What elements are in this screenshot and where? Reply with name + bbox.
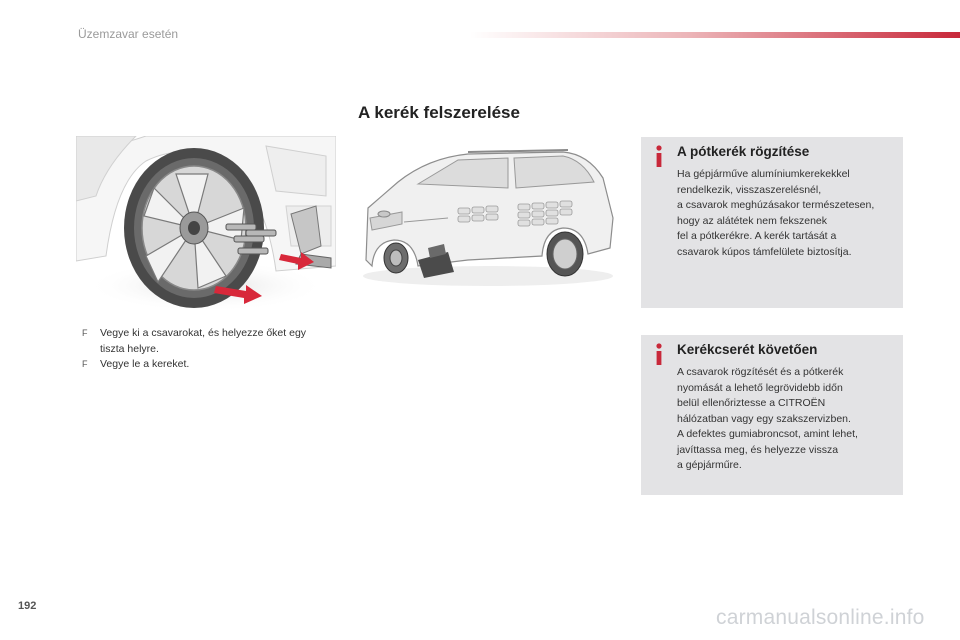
info-icon (654, 343, 664, 365)
watermark: carmanualsonline.info (716, 606, 925, 629)
list-item (80, 326, 330, 357)
info-box-spare-wheel (641, 137, 903, 308)
text-line: A defektes gumiabroncsot, amint lehet, (677, 428, 858, 440)
info-box-title: Kerékcserét követően (677, 342, 818, 357)
list-item (80, 357, 330, 373)
instruction-list (80, 326, 330, 373)
page-title: A kerék felszerelése (358, 103, 520, 122)
info-box-body (677, 365, 899, 474)
text-line: fel a pótkerékre. A kerék tartását a (677, 230, 837, 242)
text-line: a csavarok meghúzásakor természetesen, (677, 199, 875, 211)
text-line: rendelkezik, visszaszerelésnél, (677, 183, 822, 196)
info-icon (654, 145, 664, 167)
text-line: javíttassa meg, és helyezze vissza (677, 443, 839, 456)
info-box-after-change (641, 335, 903, 495)
car-wheel-off-illustration (358, 148, 618, 288)
text-line: belül ellenőriztesse a CITROËN (677, 397, 826, 409)
wheel-removal-illustration (76, 136, 336, 312)
text-line: csavarok kúpos támfelülete biztosítja. (677, 245, 852, 258)
text-line: a gépjárműre. (677, 459, 742, 471)
instruction-text: Vegye ki a csavarokat, és helyezze őket egy tiszta helyre. (100, 327, 307, 355)
bullet-marker: F (82, 328, 88, 338)
info-box-body (677, 167, 899, 260)
instruction-text: Vegye le a kereket. (100, 358, 190, 370)
text-line: hogy az alátétek nem fekszenek (677, 214, 828, 227)
info-box-title: A pótkerék rögzítése (677, 144, 810, 159)
text-line: A csavarok rögzítését és a pótkerék (677, 366, 844, 378)
bullet-marker: F (82, 359, 88, 369)
section-header: Üzemzavar esetén (78, 27, 179, 41)
text-line: hálózatban vagy egy szakszervizben. (677, 412, 851, 425)
header-accent-stripe (470, 32, 960, 38)
text-line: Ha gépjárműve alumíniumkerekekkel (677, 168, 850, 180)
page-number: 192 (18, 600, 37, 612)
text-line: nyomását a lehető legrövidebb időn (677, 381, 843, 394)
